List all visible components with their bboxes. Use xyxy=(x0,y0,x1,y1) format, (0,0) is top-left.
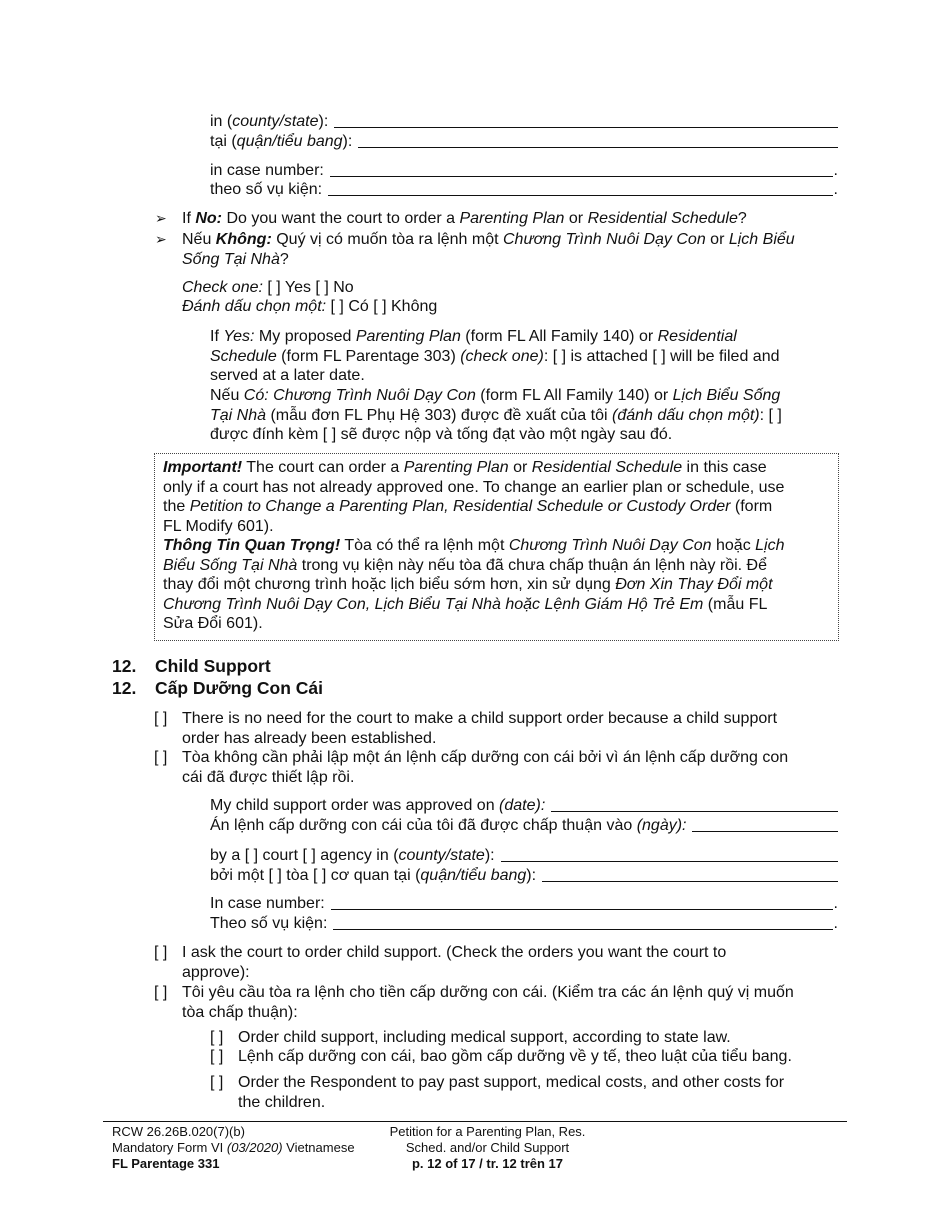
label: bởi một [ ] tòa [ ] cơ quan tại (quận/tiểu bang): xyxy=(210,867,537,884)
footer-divider xyxy=(103,1121,847,1122)
ask-child-support-text-vi: Tôi yêu cầu tòa ra lệnh cho tiền cấp dưỡng con cái. (Kiểm tra các án lệnh quý vị muốn tòa chấp thuận): xyxy=(182,984,794,1021)
past-support-checkbox[interactable]: [ ] xyxy=(210,1074,224,1091)
no-need-text-vi: Tòa không cần phải lập một án lệnh cấp dưỡng con cái bởi vì án lệnh cấp dưỡng con cái đã được thiết lập rồi. xyxy=(182,749,789,786)
order-support-text-vi: Lệnh cấp dưỡng con cái, bao gồm cấp dưỡng về y tế, theo luật của tiểu bang. xyxy=(238,1048,792,1065)
support-case-number-field-vi[interactable]: Theo số vụ kiện: . xyxy=(210,915,838,932)
ask-child-support-checkbox[interactable]: [ ] xyxy=(154,944,168,961)
label: theo số vụ kiện: xyxy=(210,181,323,198)
label: Án lệnh cấp dưỡng con cái của tôi đã được chấp thuận vào (ngày): xyxy=(210,817,687,834)
ask-child-support-checkbox-vi[interactable]: [ ] xyxy=(154,984,168,1001)
support-case-number-field-en[interactable]: In case number: . xyxy=(210,895,838,912)
label: by a [ ] court [ ] agency in (county/state): xyxy=(210,847,495,864)
approved-date-field-vi[interactable] xyxy=(210,816,838,836)
court-agency-field-vi[interactable] xyxy=(210,866,838,886)
check-one-en[interactable]: Check one: [ ] Yes [ ] No xyxy=(182,279,354,296)
label: tại (quận/tiểu bang): xyxy=(210,133,353,150)
section-12-title-en: 12. Child Support xyxy=(112,656,271,676)
approved-date-field-en[interactable] xyxy=(210,796,838,816)
footer-left: RCW 26.26B.020(7)(b) Mandatory Form VI (03/2020) Vietnamese FL Parentage 331 xyxy=(112,1124,355,1171)
case-number-field-en[interactable]: in case number: . xyxy=(210,162,838,179)
arrow-bullet-icon: ➢ xyxy=(155,231,167,247)
if-no-question-en: If No: Do you want the court to order a Parenting Plan or Residential Schedule? xyxy=(182,210,747,227)
if-yes-en: If Yes: My proposed Parenting Plan (form FL All Family 140) or Residential Schedule (form FL Parentage 303) (check one): [ ] is attached [ ] will be filed and served at a later date. xyxy=(210,328,780,384)
past-support-text-en: Order the Respondent to pay past support, medical costs, and other costs for the children. xyxy=(238,1074,785,1111)
check-one-vi[interactable]: Đánh dấu chọn một: [ ] Có [ ] Không xyxy=(182,298,438,315)
label: Theo số vụ kiện: xyxy=(210,915,328,932)
court-agency-field-en[interactable] xyxy=(210,846,838,866)
label: In case number: xyxy=(210,895,325,912)
important-notice-box: Important! The court can order a Parenting Plan or Residential Schedule in this case only if a court has not already approved one. To change an earlier plan or schedule, use the Petition to Change a Parenting Plan, Residential Schedule or Custody Order (form FL Modify 601). Thông Tin Quan Trọng! Tòa có thể ra lệnh một Chương Trình Nuôi Dạy Con hoặc Lịch Biểu Sống Tại Nhà trong vụ kiện này nếu tòa đã chưa chấp thuận án lệnh này rồi. Để thay đổi một chương trình hoặc lịch biểu sớm hơn, xin sử dụng Đơn Xin Thay Đổi một Chương Trình Nuôi Dạy Con, Lịch Biểu Tại Nhà hoặc Lệnh Giám Hộ Trẻ Em (mẫu FL Sửa Đổi 601). xyxy=(154,453,839,641)
order-support-text-en: Order child support, including medical support, according to state law. xyxy=(238,1029,731,1046)
no-need-text-en: There is no need for the court to make a child support order because a child support order has already been established. xyxy=(182,710,778,747)
no-need-checkbox[interactable]: [ ] xyxy=(154,710,168,727)
ask-child-support-text-en: I ask the court to order child support. (Check the orders you want the court to approve): xyxy=(182,944,727,981)
label: in case number: xyxy=(210,162,324,179)
if-no-question-vi: Nếu Không: Quý vị có muốn tòa ra lệnh một Chương Trình Nuôi Dạy Con or Lịch Biểu Sống Tại Nhà? xyxy=(182,231,795,268)
section-12-title-vi: 12. Cấp Dưỡng Con Cái xyxy=(112,678,324,698)
order-support-checkbox-vi[interactable]: [ ] xyxy=(210,1048,224,1065)
label: My child support order was approved on (date): xyxy=(210,797,546,814)
label: in (county/state): xyxy=(210,113,329,130)
footer-center: Petition for a Parenting Plan, Res. Sched. and/or Child Support p. 12 of 17 / tr. 12 trên 17 xyxy=(389,1124,586,1171)
county-state-field-en[interactable] xyxy=(210,112,838,132)
if-yes-vi: Nếu Có: Chương Trình Nuôi Dạy Con (form FL All Family 140) or Lịch Biểu Sống Tại Nhà (mẫu đơn FL Phụ Hệ 303) được đề xuất của tôi (đánh dấu chọn một): [ ] được đính kèm [ ] sẽ được nộp và tống đạt vào một ngày sau đó. xyxy=(210,387,782,443)
county-state-field-vi[interactable] xyxy=(210,132,838,152)
case-number-field-vi[interactable]: theo số vụ kiện: . xyxy=(210,181,838,198)
no-need-checkbox-vi[interactable]: [ ] xyxy=(154,749,168,766)
order-support-checkbox[interactable]: [ ] xyxy=(210,1029,224,1046)
arrow-bullet-icon: ➢ xyxy=(155,210,167,226)
